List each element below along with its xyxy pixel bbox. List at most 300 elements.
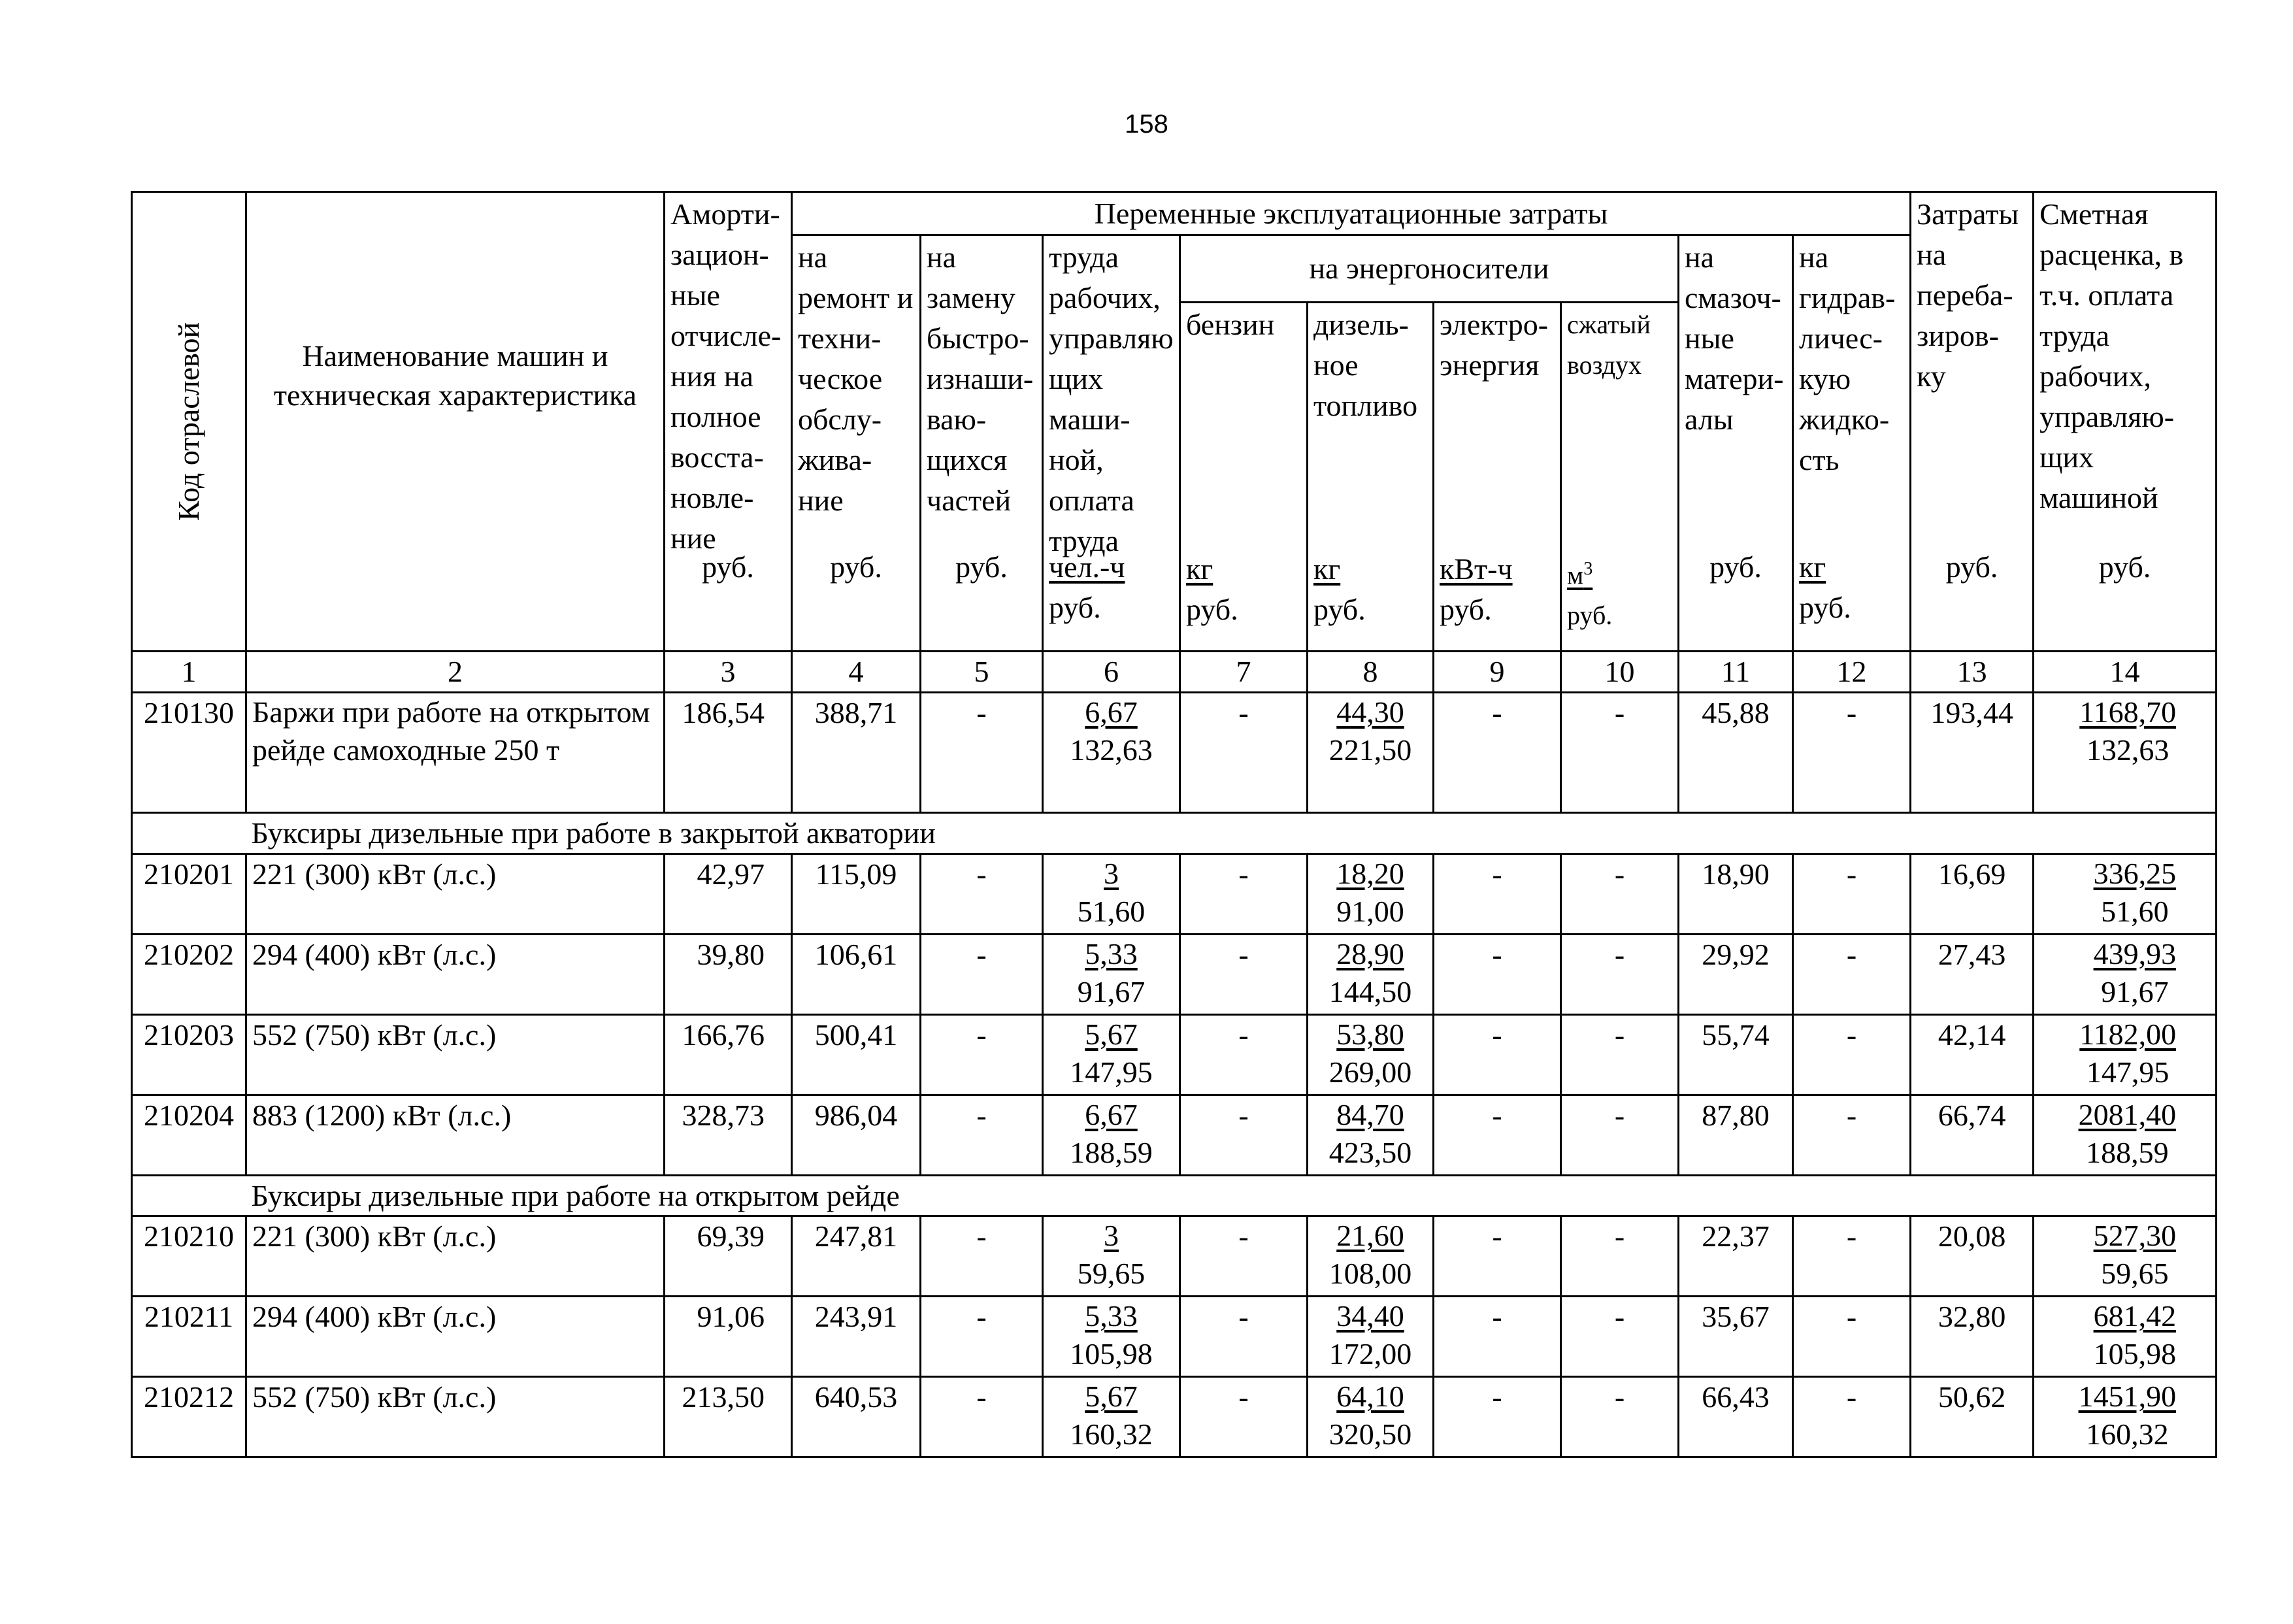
gasoline-value: - bbox=[1180, 692, 1308, 812]
column-number: 9 bbox=[1434, 652, 1561, 693]
col11-unit: руб. bbox=[1709, 550, 1762, 584]
col14-line: щих bbox=[2039, 440, 2094, 474]
parts-value: - bbox=[921, 1095, 1043, 1175]
diesel-fraction-denominator: 172,00 bbox=[1328, 1337, 1412, 1371]
estimate-fraction-numerator: 1451,90 bbox=[2078, 1380, 2177, 1414]
col13-line: зиров- bbox=[1917, 319, 1999, 352]
col13-line: ку bbox=[1917, 359, 1946, 393]
diesel-fraction-denominator: 269,00 bbox=[1328, 1055, 1412, 1089]
header-energy-label: на энергоносители bbox=[1309, 252, 1549, 286]
col12-line: жидко- bbox=[1799, 403, 1890, 436]
repair-value: 247,81 bbox=[792, 1216, 921, 1297]
labor-fraction bbox=[1070, 1378, 1153, 1453]
row-name: 294 (400) кВт (л.с.) bbox=[246, 1297, 665, 1377]
estimate-fraction bbox=[2079, 1096, 2177, 1172]
estimate-fraction-numerator: 336,25 bbox=[2093, 856, 2177, 890]
diesel-cell bbox=[1308, 934, 1434, 1014]
relocation-value: 27,43 bbox=[1911, 934, 2034, 1014]
col5-line: на bbox=[927, 240, 957, 274]
hydraulic-value: - bbox=[1793, 853, 1911, 934]
gasoline-value: - bbox=[1180, 1297, 1308, 1377]
col8-line: дизель- bbox=[1313, 308, 1409, 341]
estimate-fraction-denominator: 105,98 bbox=[2093, 1337, 2177, 1371]
header-compressed-air bbox=[1561, 303, 1679, 652]
header-relocation bbox=[1911, 192, 2034, 652]
header-estimate bbox=[2034, 192, 2217, 652]
column-number-row bbox=[132, 652, 2217, 693]
empty-code-cell bbox=[132, 1175, 246, 1216]
col6-line: труда bbox=[1049, 524, 1119, 557]
col3-line: отчисле- bbox=[670, 319, 782, 352]
labor-fraction bbox=[1078, 935, 1146, 1011]
labor-fraction-numerator: 5,33 bbox=[1085, 936, 1138, 970]
col6-line: оплата bbox=[1049, 484, 1134, 517]
diesel-fraction-numerator: 84,70 bbox=[1336, 1097, 1404, 1131]
diesel-fraction bbox=[1336, 855, 1404, 931]
parts-value: - bbox=[921, 934, 1043, 1014]
col7-unit-bot: руб. bbox=[1186, 593, 1238, 626]
col12-line: личес- bbox=[1799, 322, 1883, 355]
amortization-value: 186,54 bbox=[665, 692, 792, 812]
row-name: 883 (1200) кВт (л.с.) bbox=[246, 1095, 665, 1175]
col4-line: жива- bbox=[798, 443, 872, 476]
labor-fraction bbox=[1070, 1016, 1153, 1091]
diesel-fraction-denominator: 144,50 bbox=[1328, 974, 1412, 1008]
section-row bbox=[132, 812, 2217, 853]
row-name: 221 (300) кВт (л.с.) bbox=[246, 1216, 665, 1297]
row-name: 552 (750) кВт (л.с.) bbox=[246, 1014, 665, 1095]
table-row bbox=[132, 934, 2217, 1014]
col13-line: на bbox=[1917, 238, 1947, 271]
col11-line: смазоч- bbox=[1685, 281, 1781, 314]
diesel-cell bbox=[1308, 1216, 1434, 1297]
diesel-fraction-denominator: 108,00 bbox=[1328, 1257, 1412, 1291]
gasoline-value: - bbox=[1180, 934, 1308, 1014]
table-row bbox=[132, 1297, 2217, 1377]
estimate-fraction-denominator: 91,67 bbox=[2101, 974, 2169, 1008]
estimate-fraction bbox=[2094, 855, 2177, 931]
estimate-cell bbox=[2034, 1095, 2217, 1175]
gasoline-value: - bbox=[1180, 853, 1308, 934]
empty-code-cell bbox=[132, 812, 246, 853]
col6-line: ной, bbox=[1049, 443, 1104, 476]
column-number: 6 bbox=[1043, 652, 1180, 693]
column-number: 10 bbox=[1561, 652, 1679, 693]
hydraulic-value: - bbox=[1793, 1095, 1911, 1175]
column-number: 4 bbox=[792, 652, 921, 693]
table-row bbox=[132, 1014, 2217, 1095]
diesel-fraction-denominator: 221,50 bbox=[1328, 733, 1412, 767]
col3-line: полное bbox=[670, 400, 761, 433]
labor-fraction-numerator: 6,67 bbox=[1085, 1097, 1138, 1131]
lubricants-value: 22,37 bbox=[1679, 1216, 1793, 1297]
gasoline-value: - bbox=[1180, 1216, 1308, 1297]
column-number: 13 bbox=[1911, 652, 2034, 693]
col11-line: ные bbox=[1685, 322, 1734, 355]
col14-line: труда bbox=[2039, 319, 2110, 352]
diesel-fraction-numerator: 28,90 bbox=[1336, 936, 1404, 970]
col5-line: щихся bbox=[927, 443, 1008, 476]
parts-value: - bbox=[921, 692, 1043, 812]
col4-line: ремонт и bbox=[798, 281, 914, 314]
col12-line: на bbox=[1799, 240, 1829, 274]
header-hydraulic bbox=[1793, 235, 1911, 652]
col11-line: матери- bbox=[1685, 362, 1784, 395]
labor-fraction bbox=[1078, 1217, 1146, 1293]
col9-line: энергия bbox=[1440, 348, 1540, 382]
labor-cell bbox=[1043, 692, 1180, 812]
diesel-fraction-numerator: 44,30 bbox=[1336, 695, 1404, 729]
electricity-value: - bbox=[1434, 1297, 1561, 1377]
relocation-value: 32,80 bbox=[1911, 1297, 2034, 1377]
col14-line: т.ч. оплата bbox=[2039, 278, 2174, 312]
header-variable-costs-label: Переменные эксплуатационные затраты bbox=[1094, 196, 1608, 230]
col12-unit-top: кг bbox=[1799, 550, 1826, 584]
labor-fraction-numerator: 5,33 bbox=[1085, 1299, 1138, 1333]
compressed-air-value: - bbox=[1561, 1014, 1679, 1095]
estimate-fraction bbox=[2094, 935, 2177, 1011]
col8-line: ное bbox=[1313, 348, 1359, 382]
estimate-fraction-denominator: 59,65 bbox=[2101, 1257, 2169, 1291]
col5-line: ваю- bbox=[927, 403, 987, 436]
col5-line: замену bbox=[927, 281, 1015, 314]
electricity-value: - bbox=[1434, 934, 1561, 1014]
compressed-air-value: - bbox=[1561, 1095, 1679, 1175]
section-title: Буксиры дизельные при работе в закрытой акватории bbox=[246, 812, 2217, 853]
lubricants-value: 29,92 bbox=[1679, 934, 1793, 1014]
diesel-fraction-denominator: 320,50 bbox=[1328, 1417, 1412, 1451]
labor-cell bbox=[1043, 853, 1180, 934]
diesel-cell bbox=[1308, 1095, 1434, 1175]
lubricants-value: 87,80 bbox=[1679, 1095, 1793, 1175]
labor-cell bbox=[1043, 1014, 1180, 1095]
col5-unit: руб. bbox=[955, 550, 1008, 584]
estimate-fraction-numerator: 439,93 bbox=[2093, 936, 2177, 970]
header-variable-costs bbox=[792, 192, 1911, 235]
estimate-fraction-denominator: 132,63 bbox=[2086, 733, 2169, 767]
col12-line: гидрав- bbox=[1799, 281, 1896, 314]
header-energy bbox=[1180, 235, 1679, 303]
compressed-air-value: - bbox=[1561, 1377, 1679, 1457]
col11-line: на bbox=[1685, 240, 1715, 274]
col14-line: рабочих, bbox=[2039, 359, 2151, 393]
diesel-fraction bbox=[1329, 935, 1412, 1011]
diesel-cell bbox=[1308, 1014, 1434, 1095]
electricity-value: - bbox=[1434, 1014, 1561, 1095]
electricity-value: - bbox=[1434, 692, 1561, 812]
table-row bbox=[132, 1377, 2217, 1457]
header-labor bbox=[1043, 235, 1180, 652]
estimate-fraction-denominator: 147,95 bbox=[2086, 1055, 2169, 1089]
header-code bbox=[132, 192, 246, 652]
estimate-fraction-numerator: 2081,40 bbox=[2078, 1097, 2177, 1131]
row-name: 552 (750) кВт (л.с.) bbox=[246, 1377, 665, 1457]
col3-line: ния на bbox=[670, 359, 753, 393]
header-repair bbox=[792, 235, 921, 652]
parts-value: - bbox=[921, 853, 1043, 934]
relocation-value: 50,62 bbox=[1911, 1377, 2034, 1457]
compressed-air-value: - bbox=[1561, 1216, 1679, 1297]
col3-line: ние bbox=[670, 522, 716, 555]
col5-line: частей bbox=[927, 484, 1012, 517]
estimate-fraction-denominator: 51,60 bbox=[2101, 894, 2169, 928]
estimate-cell bbox=[2034, 853, 2217, 934]
row-code: 210210 bbox=[132, 1216, 246, 1297]
amortization-value: 69,39 bbox=[665, 1216, 792, 1297]
diesel-fraction-numerator: 18,20 bbox=[1336, 856, 1404, 890]
diesel-fraction bbox=[1329, 1016, 1412, 1091]
parts-value: - bbox=[921, 1377, 1043, 1457]
parts-value: - bbox=[921, 1014, 1043, 1095]
electricity-value: - bbox=[1434, 1095, 1561, 1175]
estimate-fraction-numerator: 681,42 bbox=[2093, 1299, 2177, 1333]
labor-fraction bbox=[1078, 855, 1146, 931]
table-row bbox=[132, 853, 2217, 934]
col12-line: кую bbox=[1799, 362, 1851, 395]
header-gasoline bbox=[1180, 303, 1308, 652]
estimate-cell bbox=[2034, 934, 2217, 1014]
col10-line: воздух bbox=[1567, 350, 1642, 380]
column-number: 14 bbox=[2034, 652, 2217, 693]
diesel-fraction-numerator: 34,40 bbox=[1336, 1299, 1404, 1333]
col13-line: Затраты bbox=[1917, 197, 2019, 231]
row-name: 294 (400) кВт (л.с.) bbox=[246, 934, 665, 1014]
col5-line: изнаши- bbox=[927, 362, 1034, 395]
labor-fraction-denominator: 188,59 bbox=[1070, 1135, 1153, 1169]
col3-line: восста- bbox=[670, 440, 764, 474]
diesel-cell bbox=[1308, 853, 1434, 934]
compressed-air-value: - bbox=[1561, 934, 1679, 1014]
gasoline-value: - bbox=[1180, 1014, 1308, 1095]
col12-line: сть bbox=[1799, 443, 1839, 476]
hydraulic-value: - bbox=[1793, 934, 1911, 1014]
column-number: 5 bbox=[921, 652, 1043, 693]
labor-fraction-denominator: 160,32 bbox=[1070, 1417, 1153, 1451]
col6-line: управляю bbox=[1049, 322, 1174, 355]
col6-line: маши- bbox=[1049, 403, 1130, 436]
diesel-fraction bbox=[1329, 693, 1412, 769]
labor-cell bbox=[1043, 934, 1180, 1014]
row-code: 210204 bbox=[132, 1095, 246, 1175]
amortization-value: 42,97 bbox=[665, 853, 792, 934]
estimate-fraction-denominator: 188,59 bbox=[2086, 1135, 2169, 1169]
col14-line: расценка, в bbox=[2039, 238, 2184, 271]
labor-fraction-denominator: 105,98 bbox=[1070, 1337, 1153, 1371]
electricity-value: - bbox=[1434, 1216, 1561, 1297]
column-number: 11 bbox=[1679, 652, 1793, 693]
diesel-cell bbox=[1308, 1377, 1434, 1457]
hydraulic-value: - bbox=[1793, 692, 1911, 812]
estimate-cell bbox=[2034, 1216, 2217, 1297]
labor-cell bbox=[1043, 1297, 1180, 1377]
header-lubricants bbox=[1679, 235, 1793, 652]
labor-cell bbox=[1043, 1377, 1180, 1457]
parts-value: - bbox=[921, 1297, 1043, 1377]
col9-unit-top: кВт-ч bbox=[1440, 552, 1513, 586]
amortization-value: 91,06 bbox=[665, 1297, 792, 1377]
repair-value: 115,09 bbox=[792, 853, 921, 934]
relocation-value: 20,08 bbox=[1911, 1216, 2034, 1297]
diesel-fraction bbox=[1329, 1217, 1412, 1293]
col10-unit-sup: 3 bbox=[1583, 559, 1593, 579]
header-amortization bbox=[665, 192, 792, 652]
table-row bbox=[132, 1095, 2217, 1175]
diesel-cell bbox=[1308, 1297, 1434, 1377]
col3-line: новле- bbox=[670, 481, 754, 514]
col4-line: обслу- bbox=[798, 403, 882, 436]
labor-fraction-denominator: 59,65 bbox=[1077, 1257, 1146, 1291]
hydraulic-value: - bbox=[1793, 1216, 1911, 1297]
row-code: 210202 bbox=[132, 934, 246, 1014]
estimate-cell bbox=[2034, 1377, 2217, 1457]
labor-cell bbox=[1043, 1095, 1180, 1175]
estimate-cell bbox=[2034, 692, 2217, 812]
col3-line: зацион- bbox=[670, 238, 769, 271]
column-number: 1 bbox=[132, 652, 246, 693]
row-code: 210203 bbox=[132, 1014, 246, 1095]
estimate-fraction bbox=[2079, 1016, 2176, 1091]
col9-unit-bot: руб. bbox=[1440, 593, 1492, 626]
compressed-air-value: - bbox=[1561, 1297, 1679, 1377]
electricity-value: - bbox=[1434, 853, 1561, 934]
lubricants-value: 66,43 bbox=[1679, 1377, 1793, 1457]
col6-line: труда bbox=[1049, 240, 1119, 274]
col4-line: ческое bbox=[798, 362, 883, 395]
compressed-air-value: - bbox=[1561, 853, 1679, 934]
compressed-air-value: - bbox=[1561, 692, 1679, 812]
col13-unit: руб. bbox=[1945, 550, 1998, 584]
lubricants-value: 35,67 bbox=[1679, 1297, 1793, 1377]
repair-value: 500,41 bbox=[792, 1014, 921, 1095]
col14-line: машиной bbox=[2039, 481, 2158, 514]
col3-line: Аморти- bbox=[670, 197, 780, 231]
estimate-fraction bbox=[2079, 693, 2176, 769]
labor-fraction-denominator: 147,95 bbox=[1070, 1055, 1153, 1089]
relocation-value: 42,14 bbox=[1911, 1014, 2034, 1095]
labor-fraction-denominator: 51,60 bbox=[1077, 894, 1146, 928]
amortization-value: 213,50 bbox=[665, 1377, 792, 1457]
relocation-value: 66,74 bbox=[1911, 1095, 2034, 1175]
row-code: 210130 bbox=[132, 692, 246, 812]
row-code: 210212 bbox=[132, 1377, 246, 1457]
amortization-value: 39,80 bbox=[665, 934, 792, 1014]
electricity-value: - bbox=[1434, 1377, 1561, 1457]
relocation-value: 193,44 bbox=[1911, 692, 2034, 812]
col3-line: ные bbox=[670, 278, 720, 312]
machine-cost-table bbox=[131, 191, 2217, 1458]
labor-fraction-numerator: 5,67 bbox=[1085, 1380, 1138, 1414]
diesel-fraction bbox=[1329, 1297, 1412, 1373]
column-number: 3 bbox=[665, 652, 792, 693]
col14-line: Сметная bbox=[2039, 197, 2149, 231]
col10-unit-bot: руб. bbox=[1567, 601, 1613, 631]
estimate-fraction-denominator: 160,32 bbox=[2086, 1417, 2169, 1451]
col12-unit-bot: руб. bbox=[1799, 591, 1851, 624]
column-number: 12 bbox=[1793, 652, 1911, 693]
col8-unit-top: кг bbox=[1313, 552, 1341, 586]
amortization-value: 166,76 bbox=[665, 1014, 792, 1095]
hydraulic-value: - bbox=[1793, 1014, 1911, 1095]
labor-fraction bbox=[1070, 1297, 1153, 1373]
col4-unit: руб. bbox=[830, 550, 882, 584]
repair-value: 106,61 bbox=[792, 934, 921, 1014]
header-electricity bbox=[1434, 303, 1561, 652]
diesel-fraction-numerator: 21,60 bbox=[1336, 1219, 1404, 1253]
header-code-label: Код отраслевой bbox=[172, 322, 206, 522]
header-parts bbox=[921, 235, 1043, 652]
col4-line: техни- bbox=[798, 322, 882, 355]
section-row bbox=[132, 1175, 2217, 1216]
labor-fraction-numerator: 6,67 bbox=[1085, 695, 1138, 729]
repair-value: 986,04 bbox=[792, 1095, 921, 1175]
diesel-fraction-denominator: 91,00 bbox=[1336, 894, 1404, 928]
col6-line: щих bbox=[1049, 362, 1104, 395]
labor-fraction-numerator: 3 bbox=[1104, 856, 1119, 890]
page-number: 158 bbox=[1125, 110, 1168, 139]
col9-line: электро- bbox=[1440, 308, 1549, 341]
relocation-value: 16,69 bbox=[1911, 853, 2034, 934]
estimate-fraction bbox=[2094, 1297, 2177, 1373]
repair-value: 388,71 bbox=[792, 692, 921, 812]
diesel-fraction bbox=[1329, 1096, 1412, 1172]
labor-cell bbox=[1043, 1216, 1180, 1297]
estimate-cell bbox=[2034, 1014, 2217, 1095]
gasoline-value: - bbox=[1180, 1377, 1308, 1457]
repair-value: 640,53 bbox=[792, 1377, 921, 1457]
row-code: 210211 bbox=[132, 1297, 246, 1377]
estimate-fraction bbox=[2094, 1217, 2177, 1293]
col4-line: ние bbox=[798, 484, 844, 517]
col14-unit: руб. bbox=[2098, 550, 2151, 584]
estimate-cell bbox=[2034, 1297, 2217, 1377]
diesel-fraction-numerator: 53,80 bbox=[1336, 1017, 1404, 1051]
col11-line: алы bbox=[1685, 403, 1734, 436]
labor-fraction-denominator: 91,67 bbox=[1077, 974, 1146, 1008]
table-row bbox=[132, 1216, 2217, 1297]
col6-unit-top: чел.-ч bbox=[1049, 550, 1125, 584]
labor-fraction bbox=[1070, 1096, 1153, 1172]
column-number: 8 bbox=[1308, 652, 1434, 693]
repair-value: 243,91 bbox=[792, 1297, 921, 1377]
section-title: Буксиры дизельные при работе на открытом рейде bbox=[246, 1175, 2217, 1216]
labor-fraction-denominator: 132,63 bbox=[1070, 733, 1153, 767]
lubricants-value: 45,88 bbox=[1679, 692, 1793, 812]
lubricants-value: 18,90 bbox=[1679, 853, 1793, 934]
row-name: 221 (300) кВт (л.с.) bbox=[246, 853, 665, 934]
estimate-fraction-numerator: 1182,00 bbox=[2079, 1017, 2177, 1051]
header-name-label: Наименование машин и техническая характеристика bbox=[273, 339, 637, 412]
col14-line: управляю- bbox=[2039, 400, 2175, 433]
labor-fraction-numerator: 3 bbox=[1104, 1219, 1119, 1253]
header-diesel bbox=[1308, 303, 1434, 652]
diesel-cell bbox=[1308, 692, 1434, 812]
col4-line: на bbox=[798, 240, 828, 274]
col10-unit-top: $м^3$ bbox=[1567, 559, 1593, 590]
hydraulic-value: - bbox=[1793, 1297, 1911, 1377]
estimate-fraction-numerator: 1168,70 bbox=[2079, 695, 2177, 729]
diesel-fraction-numerator: 64,10 bbox=[1336, 1380, 1404, 1414]
labor-fraction bbox=[1070, 693, 1153, 769]
column-number: 7 bbox=[1180, 652, 1308, 693]
parts-value: - bbox=[921, 1216, 1043, 1297]
gasoline-value: - bbox=[1180, 1095, 1308, 1175]
col8-line: топливо bbox=[1313, 389, 1418, 422]
row-name: Баржи при работе на открытом рейде самоходные 250 т bbox=[246, 692, 665, 812]
estimate-fraction bbox=[2079, 1378, 2177, 1453]
col7-unit-top: кг bbox=[1186, 552, 1213, 586]
diesel-fraction bbox=[1329, 1378, 1412, 1453]
header-name bbox=[246, 192, 665, 652]
